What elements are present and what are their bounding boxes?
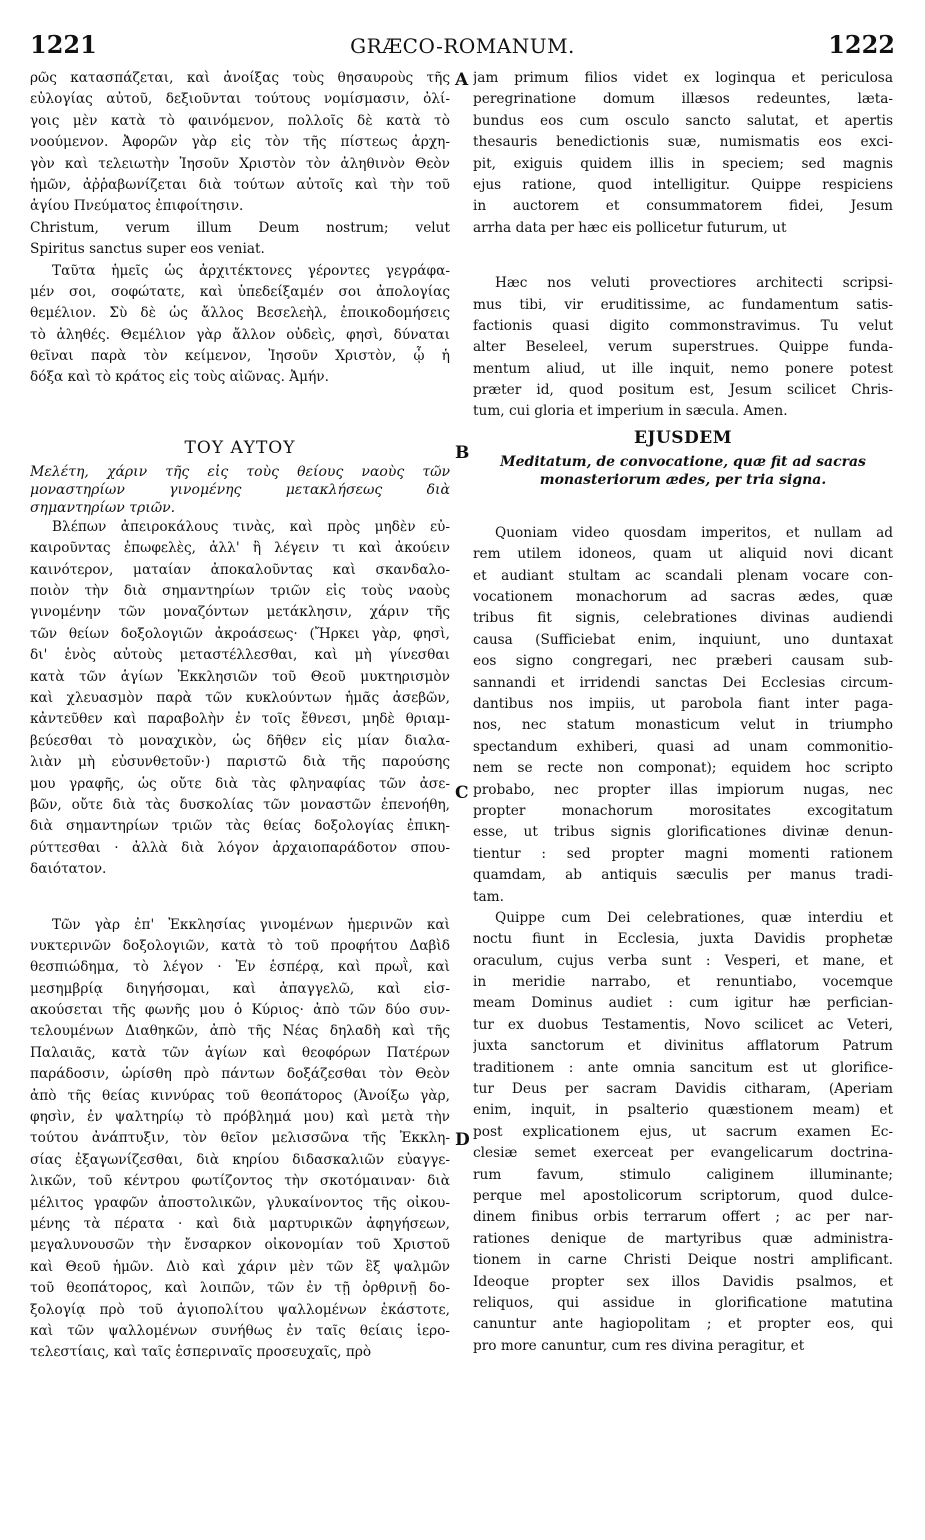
latin-text-line: enim, inquit, in psalterio quæstionem meam) et xyxy=(473,1102,893,1119)
greek-text-line: νυκτερινῶν δοξολογιῶν, κατὰ τὸ τοῦ προφήτου Δαβὶδ xyxy=(30,937,450,954)
greek-text-line: διὰ σημαντηρίων τριῶν τὰς θείας δοξολογίας ἐπικη- xyxy=(30,818,450,835)
latin-text-line: nem se recte non componat); equidem hoc scripto xyxy=(473,760,893,777)
greek-text-line: Ταῦτα ἡμεῖς ὡς ἀρχιτέκτονες γέροντες γεγράφα- xyxy=(52,262,450,279)
section-heading: EJUSDEM xyxy=(633,427,733,448)
latin-text-line: arrha data per hæc eis pollicetur futurum, ut xyxy=(473,219,787,236)
greek-text-line: σίας ἐξαγωνίζεσθαι, διὰ κηρίου διδασκαλιῶν εὐαγγε- xyxy=(30,1151,450,1168)
greek-text-line: γὸν καὶ τελειωτὴν Ἰησοῦν Χριστὸν τὸν ἀληθινὸν Θεὸν xyxy=(30,155,450,172)
latin-text-line: in auctorem et consummatorem fidei, Jesum xyxy=(473,198,893,215)
greek-text-line: γινομένην τῶν μοναζόντων μετάκλησιν, χάριν τῆς xyxy=(30,604,450,621)
latin-text-line: perque mel apostolicorum scriptorum, quod dulce- xyxy=(473,1187,893,1204)
latin-text-line: dinem finibus orbis terrarum offert ; ac per nar- xyxy=(473,1209,893,1226)
latin-text-line: et audiant stultam ac scandali plenam vocare con- xyxy=(473,567,893,584)
latin-text-line: tam. xyxy=(473,888,504,905)
latin-text-line: tur ex duobus Testamentis, Novo scilicet ac Veteri, xyxy=(473,1016,893,1033)
section-subheading: monasteriorum ædes, per tria signa. xyxy=(539,471,827,488)
greek-text-line: νοούμενον. Ἀφορῶν γὰρ εἰς τὸν τῆς πίστεως ἀρχη- xyxy=(30,134,450,151)
greek-text-line: καὶ χλευασμὸν παρὰ τῶν κυκλούντων ἡμᾶς ἀσεβῶν, xyxy=(30,689,450,706)
greek-text-line: τελουμένων Διαθηκῶν, ἀπὸ τῆς Νέας δηλαδὴ καὶ τῆς xyxy=(30,1023,450,1040)
latin-text-line: nos, nec statum monasticum velut in triumpho xyxy=(473,717,893,734)
latin-text-line: præter id, quod positum est, Jesum scilicet Chris- xyxy=(473,382,893,399)
latin-text-line: tientur : sed propter magni momenti rationem xyxy=(473,845,893,862)
greek-text-line: θεσπιώδημα, τὸ λέγον · Ἐν ἑσπέρᾳ, καὶ πρωῒ, καὶ xyxy=(30,959,450,976)
greek-text-line: ποιὸν τὴν διὰ σημαντηρίων τριῶν εἰς τοὺς ναοὺς xyxy=(30,583,450,600)
latin-text-line: Quippe cum Dei celebrationes, quæ interdiu et xyxy=(495,909,893,926)
latin-text-line: reliquos, qui assidue in glorificatione matutina xyxy=(473,1294,893,1311)
greek-text-line: ἁγίου Πνεύματος ἐπιφοίτησιν. xyxy=(30,198,244,215)
latin-text-line: ejus ratione, quod intelligitur. Quippe respiciens xyxy=(473,176,893,193)
margin-letter-a: A xyxy=(455,70,469,90)
latin-text-line: sannandi et irridendi sanctas Dei Ecclesias circum- xyxy=(473,674,893,691)
latin-text-line: esse, ut tribus signis glorificationes divinæ denun- xyxy=(473,824,893,841)
latin-text-line: mentum aliud, ut ille inquit, nemo ponere potest xyxy=(473,360,893,377)
running-title: GRÆCO-ROMANUM. xyxy=(350,34,575,58)
greek-text-line: εὐλογίας αὐτοῦ, δεξιοῦνται τούτους νομίσμασιν, ὀλί- xyxy=(30,91,450,108)
greek-text-line: Βλέπων ἀπειροκάλους τινὰς, καὶ πρὸς μηδὲν εὐ- xyxy=(52,518,450,535)
latin-text-line: tionem in carne Christi Deique nostri amplificant. xyxy=(473,1252,893,1269)
section-subheading: Μελέτη, χάριν τῆς εἰς τοὺς θείους ναοὺς τῶν xyxy=(30,463,450,480)
latin-text-line: peregrinatione domum illæsos redeuntes, læta- xyxy=(473,91,893,108)
section-heading: ΤΟΥ ΑΥΤΟΥ xyxy=(184,437,296,458)
latin-text-line: causa (Sufficiebat enim, inquiunt, uno duntaxat xyxy=(473,631,893,648)
greek-text-line: Τῶν γὰρ ἐπ' Ἐκκλησίας γινομένων ἡμερινῶν καὶ xyxy=(52,916,450,933)
greek-text-line: καὶ Θεοῦ ἡμῶν. Διὸ καὶ χάριν μὲν τῶν ἓξ ψαλμῶν xyxy=(30,1258,450,1275)
latin-text-line: factionis quasi digito commonstravimus. Tu velut xyxy=(473,317,893,334)
latin-text-line: Ideoque propter sex illos Davidis psalmos, et xyxy=(473,1273,893,1290)
greek-text-line: τοῦ θεοπάτορος, καὶ λοιπῶν, τῶν ἐν τῇ ὀρθρινῇ δο- xyxy=(30,1280,450,1297)
greek-text-line: ἡμῶν, ἀῤῥαβωνίζεται διὰ τούτων αὐτοῖς καὶ τὴν τοῦ xyxy=(30,176,450,193)
latin-text-line: mus tibi, vir eruditissime, ac fundamentum satis- xyxy=(473,296,893,313)
greek-text-line: τελεστίαις, καὶ ταῖς ἑσπεριναῖς προσευχαῖς, πρὸ xyxy=(30,1344,372,1361)
latin-text-line: probabo, nec propter illas impiorum nugas, nec xyxy=(473,781,893,798)
greek-text-line: γοις μὲν κατὰ τὸ φαινόμενον, πολλοῖς δὲ κατὰ τὸ xyxy=(30,112,450,129)
greek-text-line: δι' ἑνὸς αὐτοὺς μεταστέλλεσθαι, καὶ μὴ γίνεσθαι xyxy=(30,647,450,664)
latin-text-line: thesauris benedictionis suæ, numismatis eos exci- xyxy=(473,134,893,151)
greek-text-line: βῶν, οὔτε διὰ τὰς δυσκολίας τῶν μοναστῶν ἐπενοήθη, xyxy=(30,796,450,813)
latin-text-line: tur Deus per sacram Davidis citharam, (Aperiam xyxy=(473,1081,893,1098)
latin-text-line: pro more canuntur, cum res divina peragitur, et xyxy=(473,1337,805,1354)
greek-text-line: μεσημβρίᾳ διηγήσομαι, καὶ ἀπαγγελῶ, καὶ εἰσ- xyxy=(30,980,450,997)
latin-text-line: in meridie narrabo, et renuntiabo, vocemque xyxy=(473,974,893,991)
greek-text-line: μέν σοι, σοφώτατε, καὶ ὑπεδείξαμέν σοι ἀπολογίας xyxy=(30,283,450,300)
greek-text-line: μου γραφῆς, ὡς οὔτε διὰ τὰς φληναφίας τῶν ἀσε- xyxy=(30,775,450,792)
greek-text-line: κατὰ τῶν ἁγίων Ἐκκλησιῶν τοῦ Θεοῦ μυκτηρισμὸν xyxy=(30,668,450,685)
greek-text-line: ακούσεται τῆς φωνῆς μου ὁ Κύριος· ἀπὸ τῶν δύο συν- xyxy=(30,1002,450,1019)
latin-text-line: propter monachorum morositates excogitatum xyxy=(473,802,893,819)
greek-text-line: δαιότατον. xyxy=(30,861,107,878)
latin-text-line: jam primum filios videt ex loginqua et periculosa xyxy=(473,70,893,86)
latin-column xyxy=(473,68,893,1357)
greek-text-line: Παλαιᾶς, κατὰ τῶν ἁγίων καὶ θεοφόρων Πατέρων xyxy=(30,1044,450,1061)
greek-column xyxy=(30,68,450,1364)
latin-text-line: rum favum, stimulo caliginem illuminante; xyxy=(473,1166,893,1183)
margin-letter-c: C xyxy=(455,783,469,803)
latin-text-line: eos signo congregari, nec præberi causam sub- xyxy=(473,653,893,670)
greek-text-line: ρῶς κατασπάζεται, καὶ ἀνοίξας τοὺς θησαυροὺς τῆς xyxy=(30,70,450,86)
page-header xyxy=(30,30,895,66)
greek-text-line: καινότερον, ματαίαν ἀποκαλοῦντας καὶ σκανδαλο- xyxy=(30,561,450,578)
greek-text-line: τῶν θείων δοξολογιῶν ἀκροάσεως· (Ἤρκει γὰρ, φησὶ, xyxy=(30,625,450,642)
latin-bridge-line: Christum, verum illum Deum nostrum; velut xyxy=(30,219,450,236)
greek-text-line: φησὶν, ἐν ψαλτηρίῳ τὸ πρόβλημά μου) καὶ μετὰ τὴν xyxy=(30,1109,450,1126)
latin-text-line: canuntur ante hagiopolitam ; et propter eos, qui xyxy=(473,1316,893,1333)
latin-text-line: pit, exiguis quidem illis in speciem; sed magnis xyxy=(473,155,893,172)
latin-text-line: clesiæ semet exerceat per evangelicarum doctrina- xyxy=(473,1145,893,1162)
latin-text-line: tribus fit signis, celebrationes divinas audiendi xyxy=(473,610,893,627)
greek-text-line: μέλιτος γραφῶν ἀποστολικῶν, γλυκαίνοντος τῆς οἰκου- xyxy=(30,1194,450,1211)
greek-text-line: παράδοσιν, ὡρίσθη πρὸ πάντων δοξάζεσθαι τὸν Θεὸν xyxy=(30,1066,450,1083)
section-subheading: μοναστηρίων γινομένης μετακλήσεως διὰ xyxy=(30,481,450,498)
latin-text-line: dantibus nos impiis, ut parobola fiant inter paga- xyxy=(473,695,893,712)
page-number-right: 1222 xyxy=(828,30,895,59)
greek-text-line: τούτου ἀνάπτυξιν, τὸν θεῖον μελισσῶνα τῆς Ἐκκλη- xyxy=(30,1130,450,1147)
greek-text-line: καιροῦντας ἐπωφελὲς, ἀλλ' ἢ λέγειν τι καὶ ἀκούειν xyxy=(30,540,450,557)
greek-text-line: καὶ τῶν ψαλλομένων συνήθως ἐν ταῖς θείαις ἱερο- xyxy=(30,1322,450,1339)
latin-text-line: rem utilem idoneos, quam ut aliquid novi dicant xyxy=(473,546,893,563)
greek-text-line: ἀπὸ τῆς θείας κιννύρας τοῦ θεοπάτορος (Ἀνοίξω γὰρ, xyxy=(30,1087,450,1104)
greek-text-line: τὸ ἀληθές. Θεμέλιον γὰρ ἄλλον οὐδεὶς, φησὶ, δύναται xyxy=(30,326,450,343)
greek-text-line: θεῖναι παρὰ τὸν κείμενον, Ἰησοῦν Χριστὸν, ᾧ ἡ xyxy=(30,348,450,365)
latin-text-line: noctu fiunt in Ecclesia, juxta Davidis prophetæ xyxy=(473,931,893,948)
latin-text-line: meam Dominus audiet : cum igitur hæ perfician- xyxy=(473,995,893,1012)
latin-text-line: juxta sanctorum et divinitus afflatorum Patrum xyxy=(473,1038,893,1055)
latin-text-line: oraculum, cujus verba sunt : Vesperi, et mane, et xyxy=(473,952,893,969)
greek-text-line: δόξα καὶ τὸ κράτος εἰς τοὺς αἰῶνας. Ἀμήν. xyxy=(30,369,329,386)
latin-text-line: vocationem monachorum ad sacras ædes, quæ xyxy=(473,589,893,606)
greek-text-line: μεγαλυνουσῶν τὴν ἔνσαρκον οἰκονομίαν τοῦ Χριστοῦ xyxy=(30,1237,450,1254)
section-subheading: Meditatum, de convocatione, quæ fit ad sacras xyxy=(500,453,866,470)
latin-text-line: spectandum exhiberi, quasi ad unam commonitio- xyxy=(473,738,893,755)
latin-text-line: rationes denique de martyribus quæ administra- xyxy=(473,1230,893,1247)
greek-text-line: βεύεσθαι τὸ μοναχικὸν, ὡς δῆθεν εἰς μίαν διαλα- xyxy=(30,732,450,749)
latin-text-line: alter Beseleel, verum superstrues. Quippe funda- xyxy=(473,339,893,356)
latin-text-line: traditionem : ante omnia sancitum est ut glorifice- xyxy=(473,1059,893,1076)
latin-bridge-line: Spiritus sanctus super eos veniat. xyxy=(30,241,265,258)
greek-text-line: λιὰν μὴ εὐσυνθετοῦν·) παριστῶ διὰ τῆς παρούσης xyxy=(30,754,450,771)
page-number-left: 1221 xyxy=(30,30,97,59)
greek-text-line: θεμέλιον. Σὺ δὲ ὡς ἄλλος Βεσελεὴλ, ἐποικοδομήσεις xyxy=(30,305,450,322)
latin-text-line: bundus eos cum osculo sancto salutat, et apertis xyxy=(473,112,893,129)
latin-text-line: Quoniam video quosdam imperitos, et nullam ad xyxy=(495,524,893,541)
latin-text-line: quamdam, ab antiquis sæculis per manus tradi- xyxy=(473,867,893,884)
greek-text-line: λικῶν, τοῦ κέντρου φωτίζοντος τὴν σκοτόμαιναν· διὰ xyxy=(30,1173,450,1190)
margin-letter-b: B xyxy=(455,443,470,463)
greek-text-line: μένης τὰ πέρατα · καὶ διὰ μαρτυρικῶν ἀφηγήσεων, xyxy=(30,1215,450,1232)
latin-text-line: post explicationem ejus, ut sacrum examen Ec- xyxy=(473,1123,893,1140)
greek-text-line: κἀντεῦθεν καὶ παραβολὴν ἐν τοῖς ἔθνεσι, μηδὲ θριαμ- xyxy=(30,711,450,728)
latin-text-line: tum, cui gloria et imperium in sæcula. Amen. xyxy=(473,403,788,420)
greek-text-line: ρύττεσθαι · ἀλλὰ διὰ λόγον ἀρχαιοπαράδοτον σπου- xyxy=(30,839,450,856)
section-subheading: σημαντηρίων τριῶν. xyxy=(30,499,176,516)
greek-text-line: ξολογίᾳ πρὸ τοῦ ἁγιοπολίτου ψαλλομένων ἑκάστοτε, xyxy=(30,1301,450,1318)
margin-letter-d: D xyxy=(455,1130,470,1150)
latin-text-line: Hæc nos veluti provectiores architecti scripsi- xyxy=(495,275,893,292)
